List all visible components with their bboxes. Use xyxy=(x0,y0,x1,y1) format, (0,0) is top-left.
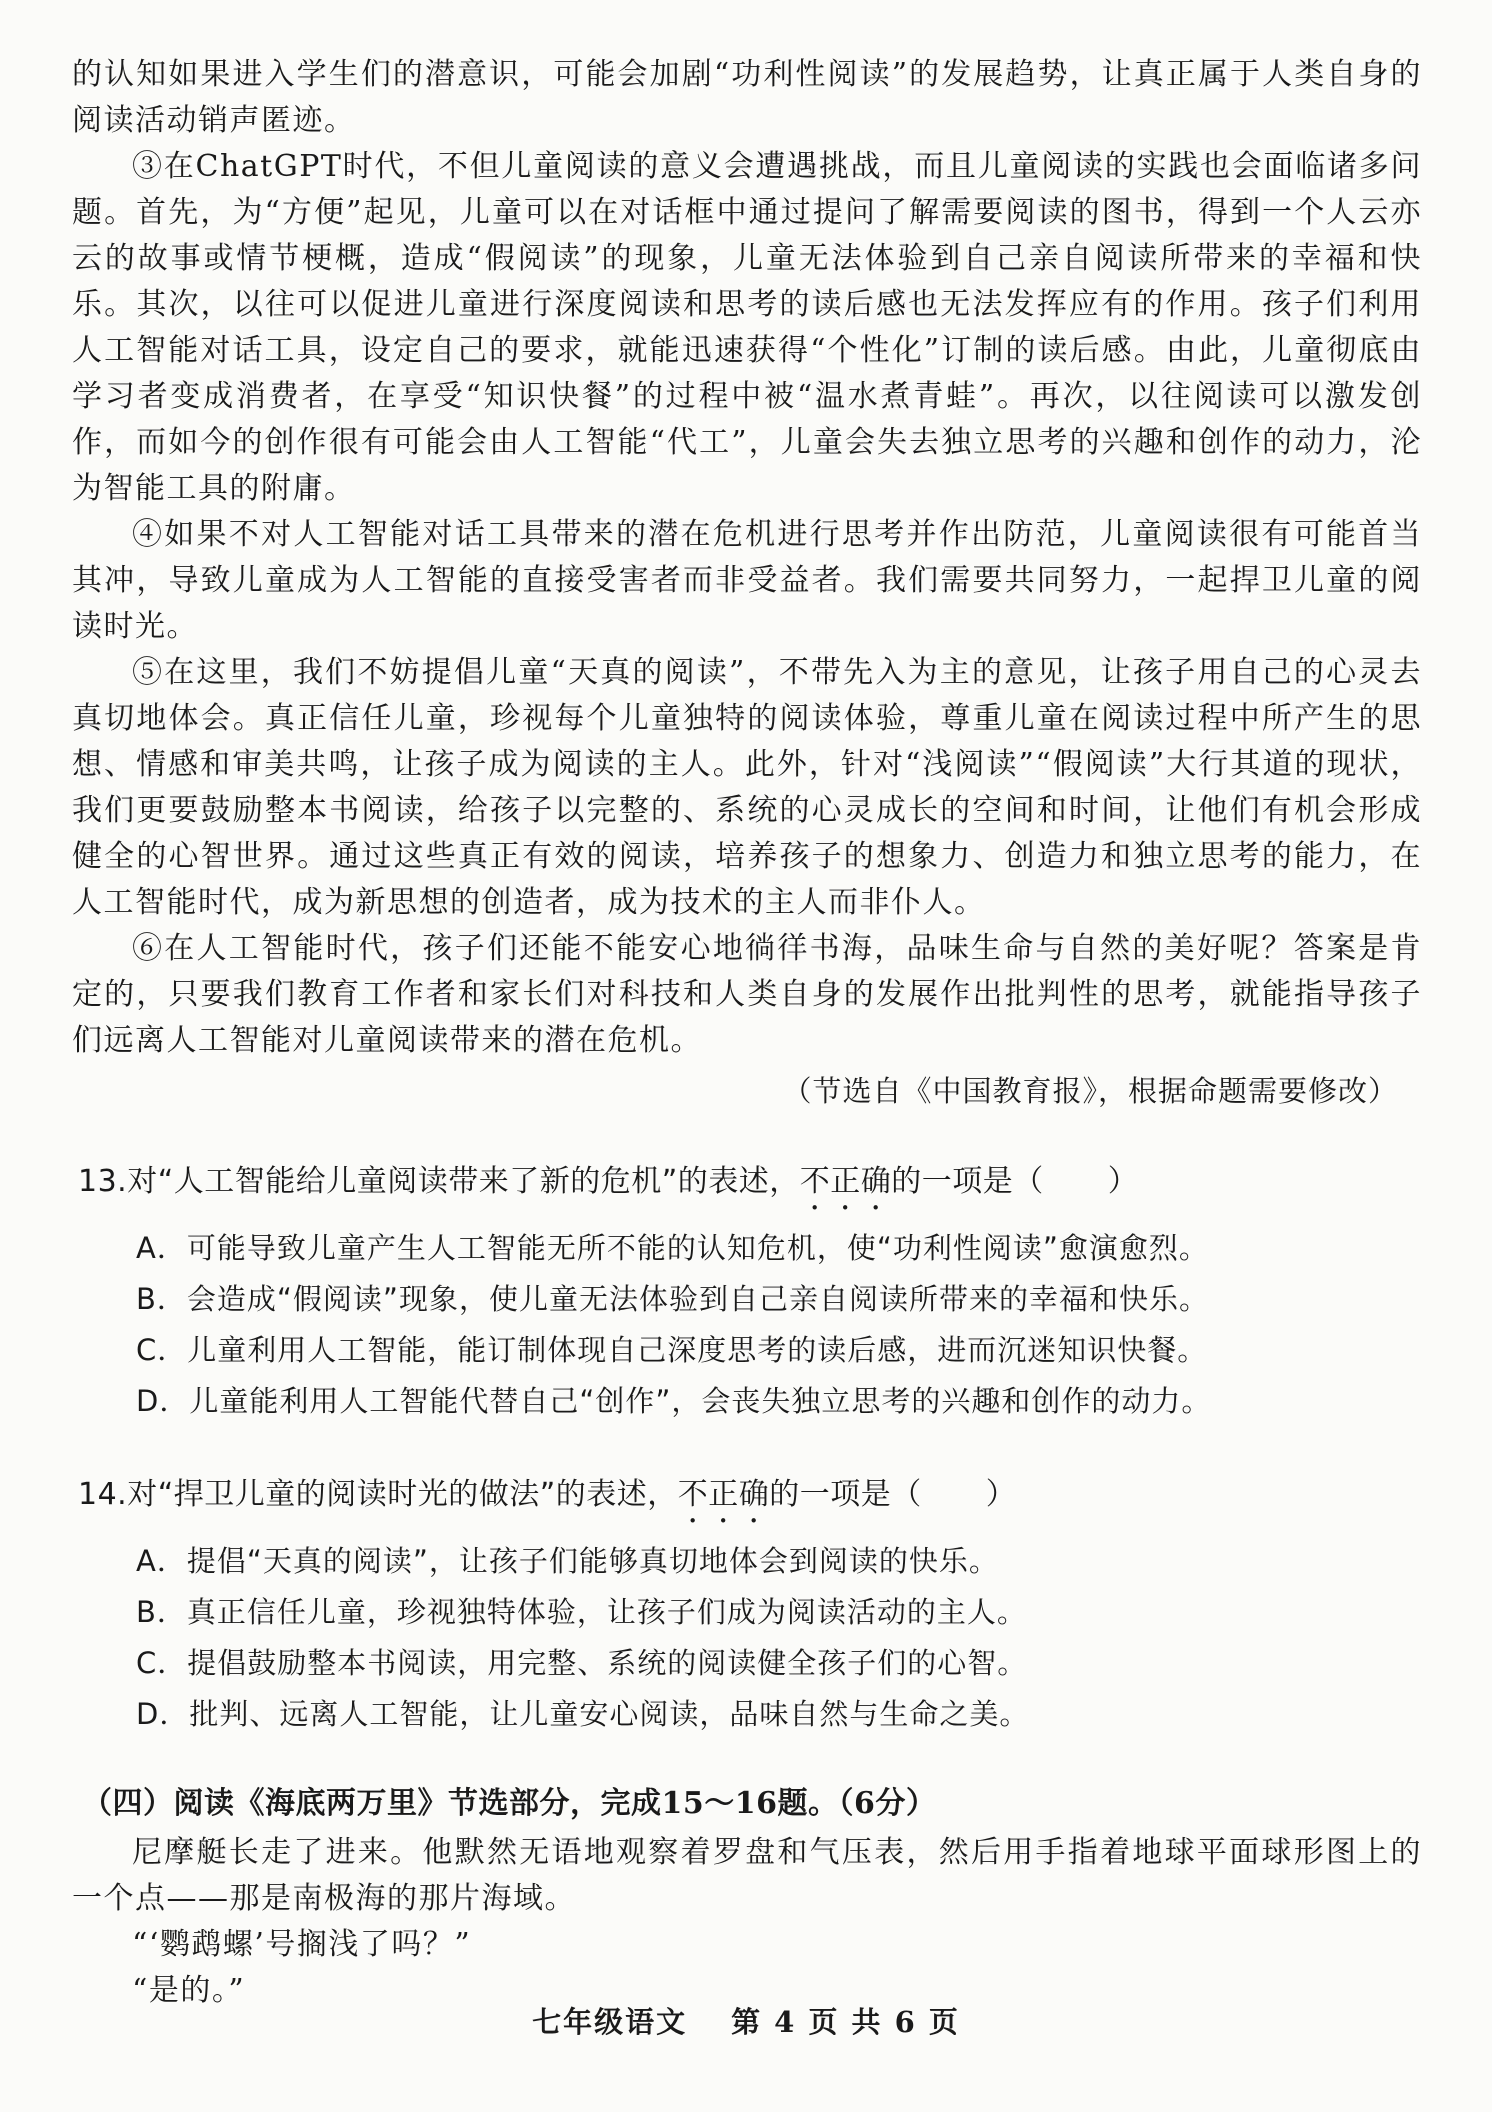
option-d: D．批判、远离人工智能，让儿童安心阅读，品味自然与生命之美。 xyxy=(136,1697,1030,1731)
option-c: C．提倡鼓励整本书阅读，用完整、系统的阅读健全孩子们的心智。 xyxy=(136,1646,1028,1680)
footer-page-number: 第 4 页 共 6 页 xyxy=(731,2005,960,2039)
option-b: B．会造成“假阅读”现象，使儿童无法体验到自己亲自阅读所带来的幸福和快乐。 xyxy=(136,1282,1209,1316)
option-a: A．提倡“天真的阅读”，让孩子们能够真切地体会到阅读的快乐。 xyxy=(136,1544,999,1578)
excerpt-dialogue-2: “是的。” xyxy=(132,1973,246,2008)
passage-paragraph-4: ④如果不对人工智能对话工具带来的潜在危机进行思考并作出防范，儿童阅读很有可能首当其冲，导致儿童成为人工智能的直接受害者而非受益者。我们需要共同努力，一起捍卫儿童的阅读时光。 xyxy=(72,517,1422,644)
footer-subject: 七年级语文 xyxy=(532,2005,688,2039)
section-title: （四）阅读《海底两万里》节选部分，完成15～16题。（6分） xyxy=(82,1786,937,1821)
stem-emphasis: 不正确 xyxy=(799,1164,892,1199)
stem-text: 14.对“捍卫儿童的阅读时光的做法”的表述， xyxy=(78,1477,678,1512)
stem-text: 13.对“人工智能给儿童阅读带来了新的危机”的表述， xyxy=(78,1164,800,1199)
option-c: C．儿童利用人工智能，能订制体现自己深度思考的读后感，进而沉迷知识快餐。 xyxy=(136,1333,1208,1367)
option-d: D．儿童能利用人工智能代替自己“创作”，会丧失独立思考的兴趣和创作的动力。 xyxy=(136,1384,1212,1418)
excerpt-paragraph: 尼摩艇长走了进来。他默然无语地观察着罗盘和气压表，然后用手指着地球平面球形图上的一个点——那是南极海的那片海域。 xyxy=(72,1835,1422,1916)
stem-emphasis: 不正确 xyxy=(677,1477,770,1512)
section-4 xyxy=(72,1780,1422,2014)
page-footer xyxy=(0,2000,1492,2041)
reading-passage xyxy=(72,52,1422,1114)
stem-text-after: 的一项是（ xyxy=(769,1477,922,1512)
question-14 xyxy=(72,1471,1422,1740)
option-b: B．真正信任儿童，珍视独特体验，让孩子们成为阅读活动的主人。 xyxy=(136,1595,1027,1629)
stem-text-after: 的一项是（ xyxy=(891,1164,1044,1199)
question-13 xyxy=(72,1158,1422,1427)
passage-paragraph-5: ⑤在这里，我们不妨提倡儿童“天真的阅读”，不带先入为主的意见，让孩子用自己的心灵去真切地体会。真正信任儿童，珍视每个儿童独特的阅读体验，尊重儿童在阅读过程中所产生的思想、情感和审美共鸣，让孩子成为阅读的主人。此外，针对“浅阅读”“假阅读”大行其道的现状，我们更要鼓励整本书阅读，给孩子以完整的、系统的心灵成长的空间和时间，让他们有机会形成健全的心智世界。通过这些真正有效的阅读，培养孩子的想象力、创造力和独立思考的能力，在人工智能时代，成为新思想的创造者，成为技术的主人而非仆人。 xyxy=(72,655,1422,920)
passage-paragraph-continued: 的认知如果进入学生们的潜意识，可能会加剧“功利性阅读”的发展趋势，让真正属于人类自身的阅读活动销声匿迹。 xyxy=(72,57,1422,138)
stem-close: ） xyxy=(985,1477,1017,1512)
excerpt-dialogue-1: “‘鹦鹉螺’号搁浅了吗？” xyxy=(132,1927,472,1962)
passage-source: （节选自《中国教育报》，根据命题需要修改） xyxy=(782,1074,1398,1108)
passage-paragraph-3: ③在ChatGPT时代，不但儿童阅读的意义会遭遇挑战，而且儿童阅读的实践也会面临诸多问题。首先，为“方便”起见，儿童可以在对话框中通过提问了解需要阅读的图书，得到一个人云亦云的故事或情节梗概，造成“假阅读”的现象，儿童无法体验到自己亲自阅读所带来的幸福和快乐。其次，以往可以促进儿童进行深度阅读和思考的读后感也无法发挥应有的作用。孩子们利用人工智能对话工具，设定自己的要求，就能迅速获得“个性化”订制的读后感。由此，儿童彻底由学习者变成消费者，在享受“知识快餐”的过程中被“温水煮青蛙”。再次，以往阅读可以激发创作，而如今的创作很有可能会由人工智能“代工”，儿童会失去独立思考的兴趣和创作的动力，沦为智能工具的附庸。 xyxy=(72,149,1422,506)
passage-paragraph-6: ⑥在人工智能时代，孩子们还能不能安心地徜徉书海，品味生命与自然的美好呢？答案是肯定的，只要我们教育工作者和家长们对科技和人类自身的发展作出批判性的思考，就能指导孩子们远离人工智能对儿童阅读带来的潜在危机。 xyxy=(72,931,1422,1058)
exam-page xyxy=(72,52,1422,2014)
question-stem xyxy=(78,1158,1422,1217)
stem-close: ） xyxy=(1107,1164,1139,1199)
question-stem xyxy=(78,1471,1422,1530)
option-a: A．可能导致儿童产生人工智能无所不能的认知危机，使“功利性阅读”愈演愈烈。 xyxy=(136,1231,1209,1265)
